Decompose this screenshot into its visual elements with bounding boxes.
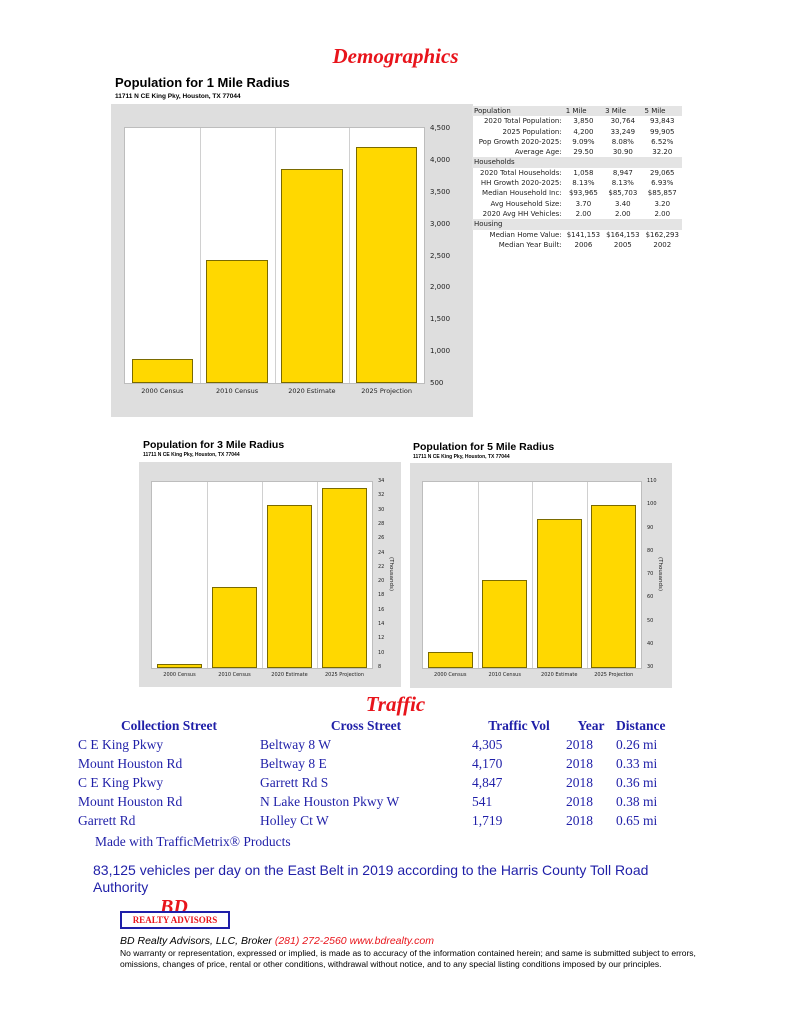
table-row xyxy=(78,754,690,773)
value-1mile: 3.70 xyxy=(575,199,592,208)
table-row xyxy=(472,168,682,178)
y-tick-label: 22 xyxy=(378,563,385,570)
traffic-vol: 541 xyxy=(472,793,493,809)
section-label-households: Households xyxy=(472,157,682,167)
chart-3mile-subtitle: 11711 N CE King Pky, Houston, TX 77044 xyxy=(143,452,240,458)
value-5mile: $162,293 xyxy=(645,230,679,239)
bar xyxy=(267,505,312,668)
row-label: HH Growth 2020-2025: xyxy=(480,179,562,188)
traffic-col-distance: Distance xyxy=(616,717,666,733)
bar xyxy=(132,359,193,383)
cross-street: Garrett Rd S xyxy=(260,774,329,790)
table-row xyxy=(78,792,690,811)
value-1mile: 4,200 xyxy=(573,127,594,136)
made-with-trafficmetrix: Made with TrafficMetrix® Products xyxy=(95,834,291,849)
broker-website[interactable]: www.bdrealty.com xyxy=(349,935,434,947)
gridline xyxy=(317,482,318,668)
y-tick-label: 4,000 xyxy=(430,155,451,164)
traffic-heading: Traffic xyxy=(365,692,426,716)
traffic-vol: 4,170 xyxy=(472,755,503,771)
traffic-col-collection-street: Collection Street xyxy=(120,717,218,733)
gridline xyxy=(200,128,201,383)
x-tick-label: 2020 Estimate xyxy=(541,672,578,678)
collection-street: C E King Pkwy xyxy=(78,736,164,752)
y-tick-label: 80 xyxy=(647,547,654,554)
housing-header-row xyxy=(472,219,682,229)
distance: 0.36 mi xyxy=(616,774,658,790)
collection-street: C E King Pkwy xyxy=(78,774,164,790)
y-tick-label: 2,000 xyxy=(430,283,451,292)
y-tick-label: 32 xyxy=(378,492,385,499)
row-label: 2020 Avg HH Vehicles: xyxy=(482,209,562,218)
gridline xyxy=(349,128,350,383)
collection-street: Mount Houston Rd xyxy=(78,793,183,809)
distance: 0.65 mi xyxy=(616,812,658,828)
y-tick-label: 10 xyxy=(378,649,385,656)
row-label: 2020 Total Population: xyxy=(483,117,562,126)
row-label: Avg Household Size: xyxy=(490,199,562,208)
broker-line xyxy=(120,935,434,947)
y-tick-label: 14 xyxy=(378,621,385,628)
chart-3mile-panel xyxy=(139,462,401,687)
distance: 0.26 mi xyxy=(616,736,658,752)
value-5mile: 93,843 xyxy=(650,117,675,126)
gridline xyxy=(532,482,533,668)
value-1mile: 3,850 xyxy=(573,117,594,126)
x-tick-label: 2020 Estimate xyxy=(288,387,336,395)
value-3mile: 30.90 xyxy=(612,148,633,157)
value-5mile: $85,857 xyxy=(647,189,677,198)
year: 2018 xyxy=(566,812,593,828)
traffic-col-year: Year xyxy=(577,717,605,733)
chart-5mile-panel xyxy=(410,463,672,688)
chart-1mile-plot xyxy=(124,124,451,395)
y-tick-label: 1,500 xyxy=(430,315,451,324)
logo-name: REALTY ADVISORS xyxy=(132,915,218,925)
row-label: Median Home Value: xyxy=(489,230,562,239)
value-3mile: 8.08% xyxy=(611,137,634,146)
y-tick-label: 28 xyxy=(378,520,385,527)
value-1mile: 1,058 xyxy=(573,168,594,177)
y-tick-label: 20 xyxy=(378,578,385,585)
y-tick-label: 2,500 xyxy=(430,251,451,260)
table-row xyxy=(472,116,682,126)
value-5mile: 99,905 xyxy=(650,127,675,136)
col-header-5mile: 5 Mile xyxy=(643,106,682,116)
y-tick-label: 34 xyxy=(378,478,385,484)
traffic-vol: 4,305 xyxy=(472,736,503,752)
value-1mile: 2006 xyxy=(574,240,593,249)
row-label: 2020 Total Households: xyxy=(480,168,562,177)
value-5mile: 6.52% xyxy=(651,137,674,146)
col-header-1mile: 1 Mile xyxy=(564,106,603,116)
cross-street: Beltway 8 W xyxy=(260,736,331,752)
y-tick-label: 40 xyxy=(647,640,654,647)
table-row xyxy=(78,735,690,754)
value-1mile: 9.09% xyxy=(572,137,595,146)
traffic-vol: 4,847 xyxy=(472,774,503,790)
chart-5mile-plot xyxy=(422,478,664,678)
traffic-col-traffic-vol: Traffic Vol xyxy=(488,717,550,733)
chart-1mile-subtitle: 11711 N CE King Pky, Houston, TX 77044 xyxy=(115,93,241,100)
y-axis-label: (Thousands) xyxy=(388,556,395,592)
value-3mile: 8.13% xyxy=(611,179,634,188)
bar xyxy=(537,519,582,668)
population-header-row xyxy=(472,106,682,116)
y-tick-label: 16 xyxy=(378,606,385,613)
traffic-header-row xyxy=(78,716,690,735)
y-tick-label: 26 xyxy=(378,535,385,542)
row-label: Median Year Built: xyxy=(498,240,562,249)
disclaimer: No warranty or representation, expressed or implied, is made as to accuracy of the information contained herein; and same is submitted subject to errors, omissions, changes of price, rental or other conditions, withdrawal without notice, and to any special listing conditions imposed by our principles. xyxy=(120,948,696,969)
traffic-vol: 1,719 xyxy=(472,812,503,828)
gridline xyxy=(478,482,479,668)
x-tick-label: 2000 Census xyxy=(163,672,196,678)
y-tick-label: 18 xyxy=(378,592,385,599)
table-row xyxy=(472,127,682,137)
x-tick-label: 2025 Projection xyxy=(324,672,365,678)
gridline xyxy=(275,128,276,383)
y-tick-label: 50 xyxy=(647,617,654,624)
row-label: Pop Growth 2020-2025: xyxy=(478,137,562,146)
bar xyxy=(212,587,257,668)
x-tick-label: 2025 Projection xyxy=(594,672,634,678)
table-row xyxy=(472,178,682,188)
value-3mile: 3.40 xyxy=(615,199,631,208)
value-5mile: 32.20 xyxy=(652,148,673,157)
bd-realty-logo xyxy=(120,898,230,931)
bar xyxy=(591,505,636,668)
y-tick-label: 100 xyxy=(647,501,657,508)
y-tick-label: 3,000 xyxy=(430,219,451,228)
row-label: 2025 Population: xyxy=(502,127,562,136)
value-3mile: 33,249 xyxy=(610,127,636,136)
y-tick-label: 110 xyxy=(647,478,657,484)
x-tick-label: 2010 Census xyxy=(488,672,521,678)
chart-1mile-panel xyxy=(111,104,473,417)
broker-name: BD Realty Advisors, LLC, Broker xyxy=(120,935,272,947)
table-row xyxy=(78,773,690,792)
bar xyxy=(281,169,342,383)
value-3mile: $164,153 xyxy=(606,230,640,239)
households-header-row xyxy=(472,157,682,167)
y-tick-label: 1,000 xyxy=(430,347,451,356)
table-row xyxy=(472,199,682,209)
value-5mile: 6.93% xyxy=(651,179,674,188)
value-5mile: 2.00 xyxy=(654,209,671,218)
collection-street: Mount Houston Rd xyxy=(78,755,183,771)
y-tick-label: 60 xyxy=(647,594,654,601)
table-row xyxy=(472,240,682,250)
value-3mile: 2.00 xyxy=(615,209,631,218)
gridline xyxy=(207,482,208,668)
east-belt-traffic-note: 83,125 vehicles per day on the East Belt in 2019 according to the Harris County Toll Road Authority xyxy=(93,862,649,895)
x-tick-label: 2000 Census xyxy=(141,387,184,395)
x-tick-label: 2000 Census xyxy=(434,672,467,678)
bar xyxy=(428,652,473,668)
value-1mile: $141,153 xyxy=(566,230,601,239)
value-1mile: $93,965 xyxy=(568,189,598,198)
demographics-table xyxy=(472,106,682,250)
gridline xyxy=(262,482,263,668)
y-tick-label: 4,500 xyxy=(430,124,451,132)
row-label: Median Household Inc: xyxy=(482,189,562,198)
table-row xyxy=(472,147,682,157)
y-tick-label: 500 xyxy=(430,379,444,387)
col-header-3mile: 3 Mile xyxy=(603,106,642,116)
chart-5mile-title: Population for 5 Mile Radius xyxy=(413,441,555,453)
demographics-heading: Demographics xyxy=(332,44,459,68)
y-axis-label: (Thousands) xyxy=(657,556,664,592)
year: 2018 xyxy=(566,736,593,752)
section-label-housing: Housing xyxy=(472,219,682,229)
y-tick-label: 3,500 xyxy=(430,187,451,196)
value-5mile: 2002 xyxy=(653,240,672,249)
traffic-table xyxy=(78,716,690,830)
y-tick-label: 30 xyxy=(647,664,654,670)
value-5mile: 3.20 xyxy=(654,199,671,208)
bar xyxy=(356,147,417,383)
gridline xyxy=(587,482,588,668)
y-tick-label: 8 xyxy=(378,664,382,670)
value-1mile: 29.50 xyxy=(573,148,594,157)
bar xyxy=(482,580,527,668)
chart-3mile-plot xyxy=(151,478,395,678)
value-3mile: $85,703 xyxy=(608,189,638,198)
section-label-population: Population xyxy=(472,106,564,116)
year: 2018 xyxy=(566,774,593,790)
x-tick-label: 2025 Projection xyxy=(361,387,412,395)
chart-5mile-subtitle: 11711 N CE King Pky, Houston, TX 77044 xyxy=(413,454,510,460)
chart-3mile-title: Population for 3 Mile Radius xyxy=(143,439,285,451)
year: 2018 xyxy=(566,793,593,809)
y-tick-label: 24 xyxy=(378,549,385,556)
row-label: Average Age: xyxy=(514,148,562,157)
logo-box xyxy=(120,911,230,929)
cross-street: Beltway 8 E xyxy=(260,755,327,771)
table-row xyxy=(472,230,682,240)
value-1mile: 8.13% xyxy=(572,179,595,188)
logo-letters: BD xyxy=(160,896,188,918)
table-row xyxy=(472,137,682,147)
x-tick-label: 2010 Census xyxy=(218,672,251,678)
bar xyxy=(322,488,367,668)
collection-street: Garrett Rd xyxy=(78,812,136,828)
table-row xyxy=(78,811,690,830)
y-tick-label: 12 xyxy=(378,635,385,642)
bar xyxy=(157,664,202,668)
table-row xyxy=(472,209,682,219)
value-1mile: 2.00 xyxy=(575,209,592,218)
y-tick-label: 90 xyxy=(647,524,654,531)
year: 2018 xyxy=(566,755,593,771)
value-5mile: 29,065 xyxy=(650,168,675,177)
chart-1mile-title: Population for 1 Mile Radius xyxy=(115,75,290,90)
x-tick-label: 2010 Census xyxy=(216,387,259,395)
value-3mile: 30,764 xyxy=(610,117,636,126)
x-tick-label: 2020 Estimate xyxy=(271,672,308,678)
distance: 0.38 mi xyxy=(616,793,658,809)
table-row xyxy=(472,188,682,198)
y-tick-label: 30 xyxy=(378,506,385,513)
traffic-col-cross-street: Cross Street xyxy=(330,717,402,733)
cross-street: N Lake Houston Pkwy W xyxy=(260,793,400,809)
distance: 0.33 mi xyxy=(616,755,658,771)
value-3mile: 8,947 xyxy=(612,168,633,177)
bar xyxy=(206,260,267,383)
cross-street: Holley Ct W xyxy=(260,812,329,828)
y-tick-label: 70 xyxy=(647,571,654,577)
value-3mile: 2005 xyxy=(613,240,632,249)
broker-phone: (281) 272-2560 xyxy=(274,935,347,947)
